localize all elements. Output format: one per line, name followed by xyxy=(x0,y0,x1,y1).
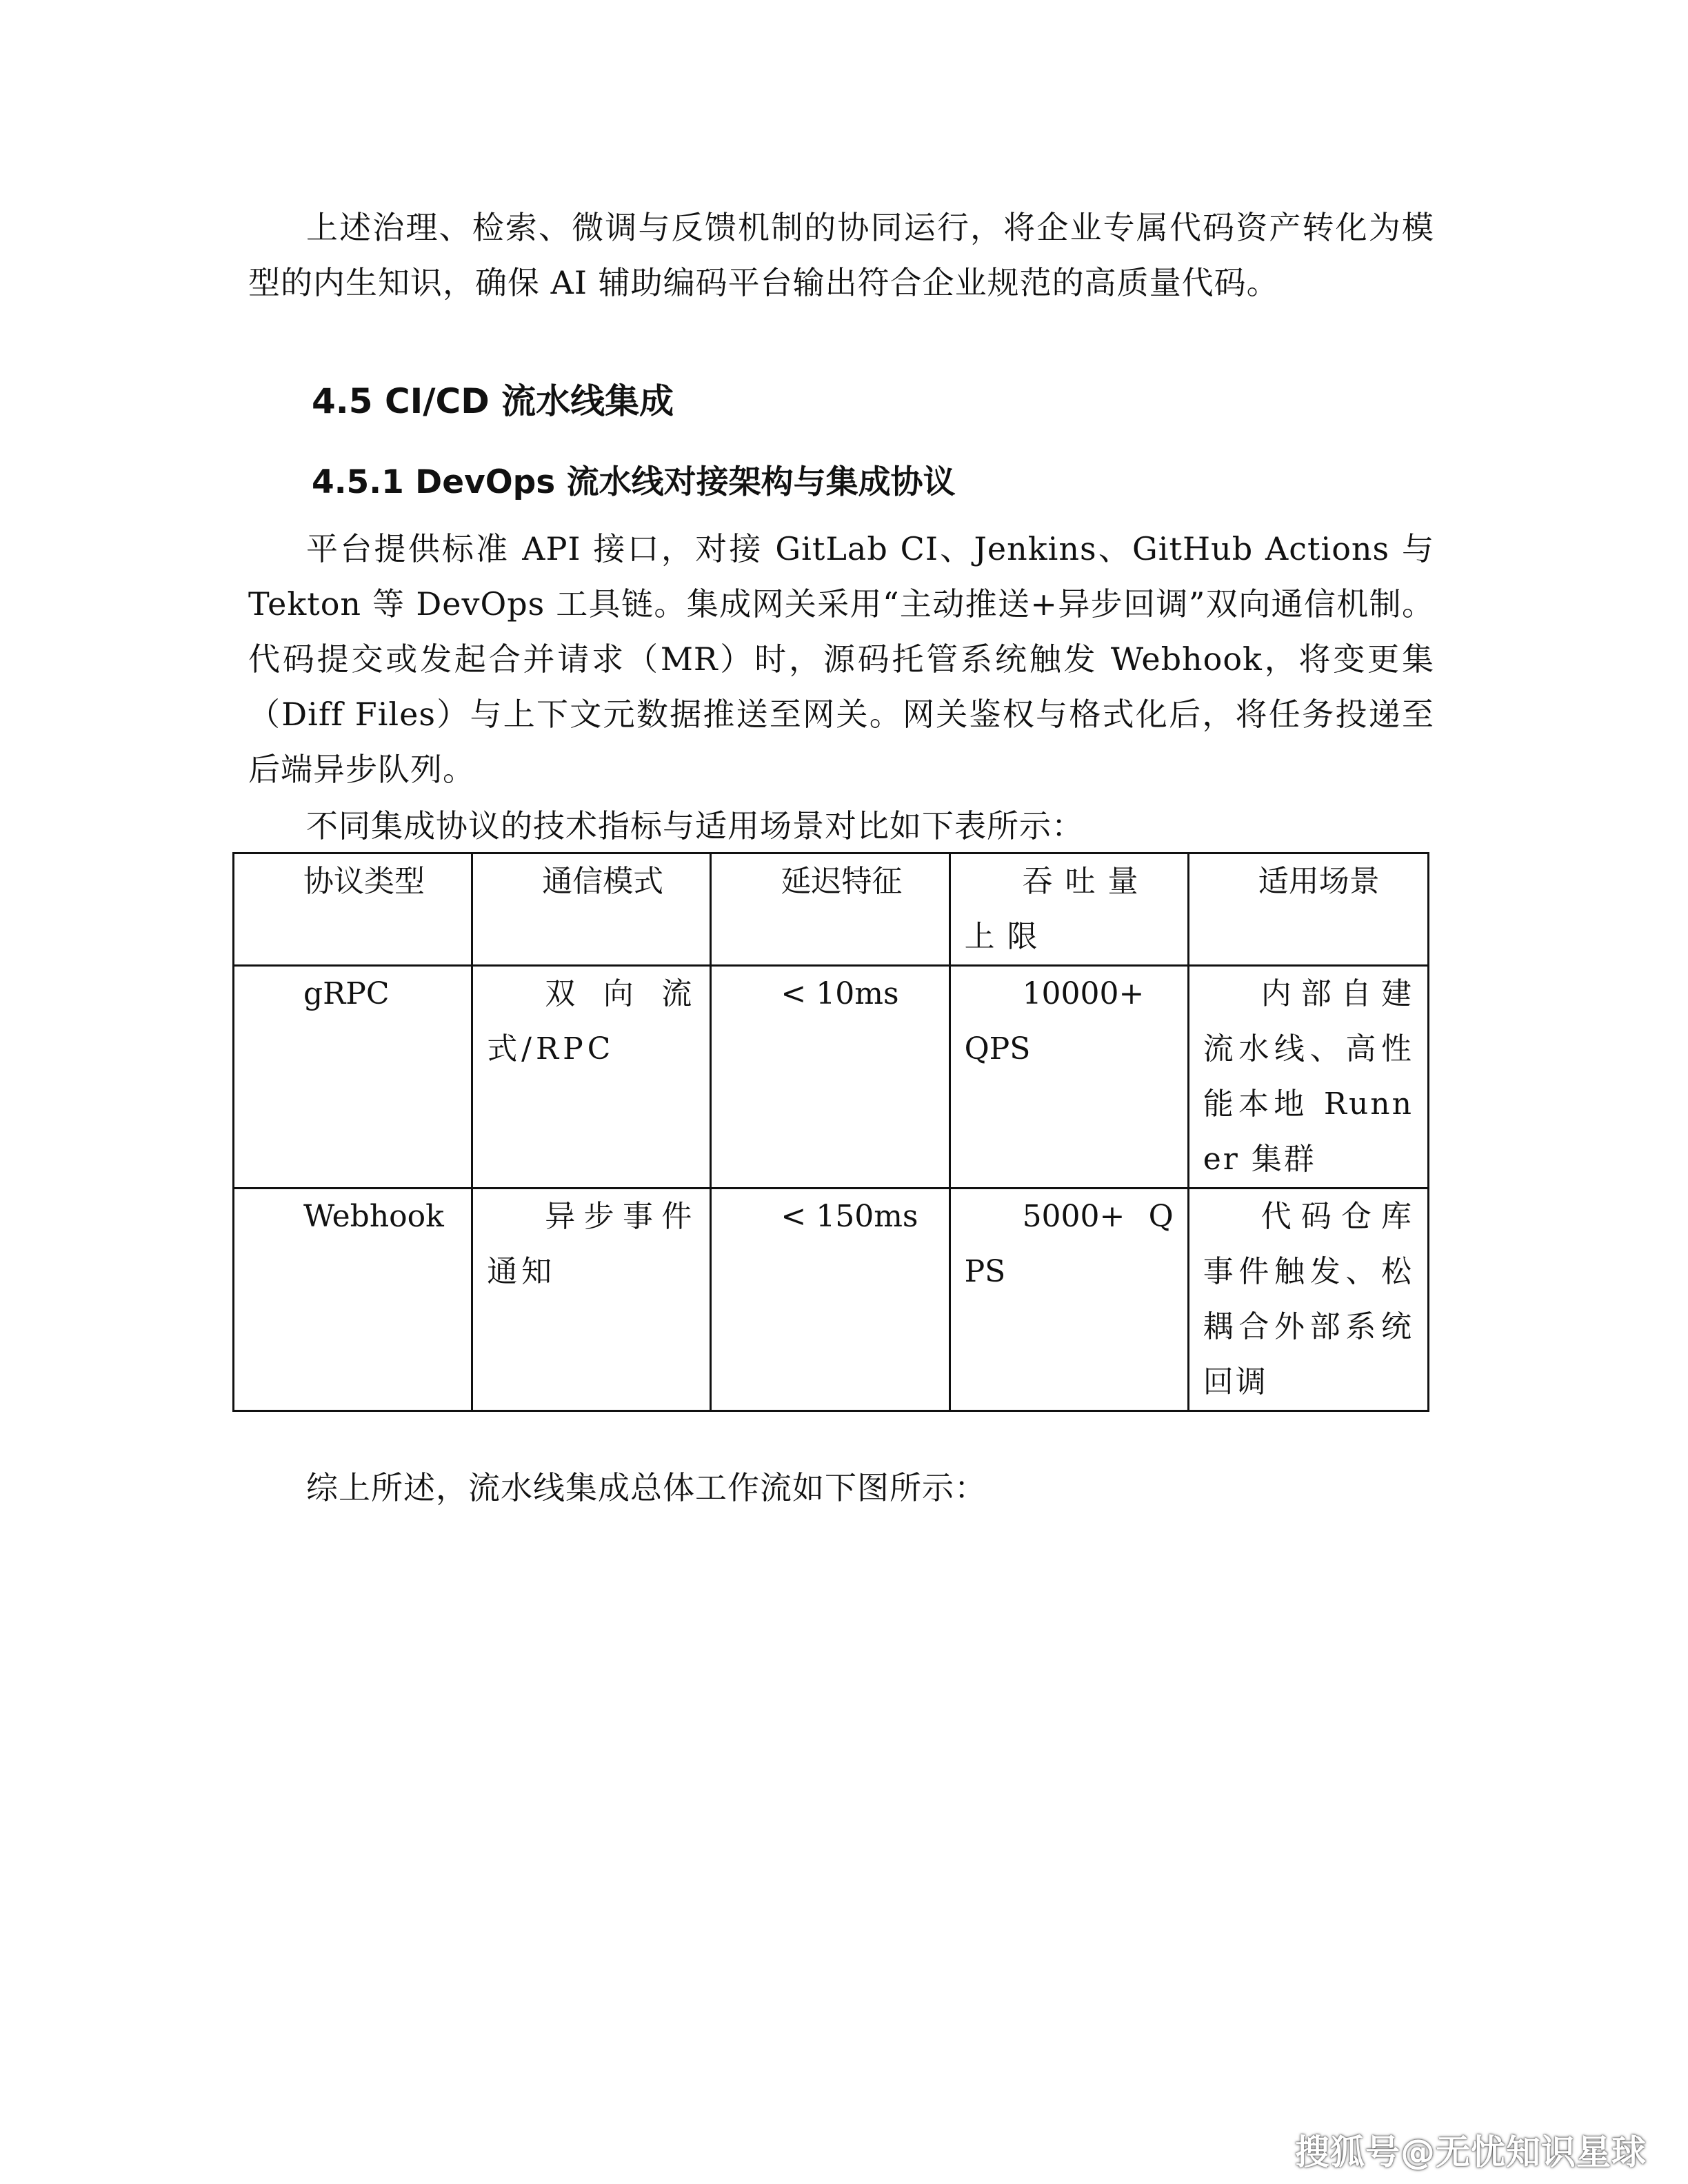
subsection-heading: 4.5.1 DevOps 流水线对接架构与集成协议 xyxy=(312,463,956,501)
protocol-comparison-table xyxy=(232,852,1429,1412)
watermark: 搜狐号@无忧知识星球 xyxy=(1295,2132,1647,2172)
summary-paragraph: 综上所述，流水线集成总体工作流如下图所示： xyxy=(306,1469,987,1506)
table-cell: < 10ms xyxy=(711,966,950,1189)
table-cell: Webhook xyxy=(234,1189,472,1411)
table-intro-paragraph: 不同集成协议的技术指标与适用场景对比如下表所示： xyxy=(306,807,1084,845)
table-header-cell: 延迟特征 xyxy=(711,853,950,966)
table-row xyxy=(234,966,1429,1189)
table-cell: 5000+ QPS xyxy=(950,1189,1188,1411)
table-cell: 异步事件通知 xyxy=(472,1189,711,1411)
table-cell: < 150ms xyxy=(711,1189,950,1411)
table-header-cell: 协议类型 xyxy=(234,853,472,966)
table-cell: 双向流式/RPC xyxy=(472,966,711,1189)
table-header-cell: 通信模式 xyxy=(472,853,711,966)
integration-paragraph: 平台提供标准 API 接口，对接 GitLab CI、Jenkins、GitHub Actions 与 Tekton 等 DevOps 工具链。集成网关采用“主动推送+异步回调”双向通信机制。代码提交或发起合并请求（MR）时，源码托管系统触发 Webhook，将变更集（Diff Files）与上下文元数据推送至网关。网关鉴权与格式化后，将任务投递至后端异步队列。 xyxy=(248,530,1434,788)
table-cell: gRPC xyxy=(234,966,472,1189)
table-header-cell: 吞吐量上限 xyxy=(950,853,1188,966)
table-row xyxy=(234,1189,1429,1411)
table-cell: 10000+ QPS xyxy=(950,966,1188,1189)
table-cell: 内部自建流水线、高性能本地 Runner 集群 xyxy=(1188,966,1428,1189)
table-header-cell: 适用场景 xyxy=(1188,853,1428,966)
table-header-row xyxy=(234,853,1429,966)
section-heading: 4.5 CI/CD 流水线集成 xyxy=(312,381,674,421)
intro-paragraph: 上述治理、检索、微调与反馈机制的协同运行，将企业专属代码资产转化为模型的内生知识，确保 AI 辅助编码平台输出符合企业规范的高质量代码。 xyxy=(248,209,1434,301)
table-cell: 代码仓库事件触发、松耦合外部系统回调 xyxy=(1188,1189,1428,1411)
